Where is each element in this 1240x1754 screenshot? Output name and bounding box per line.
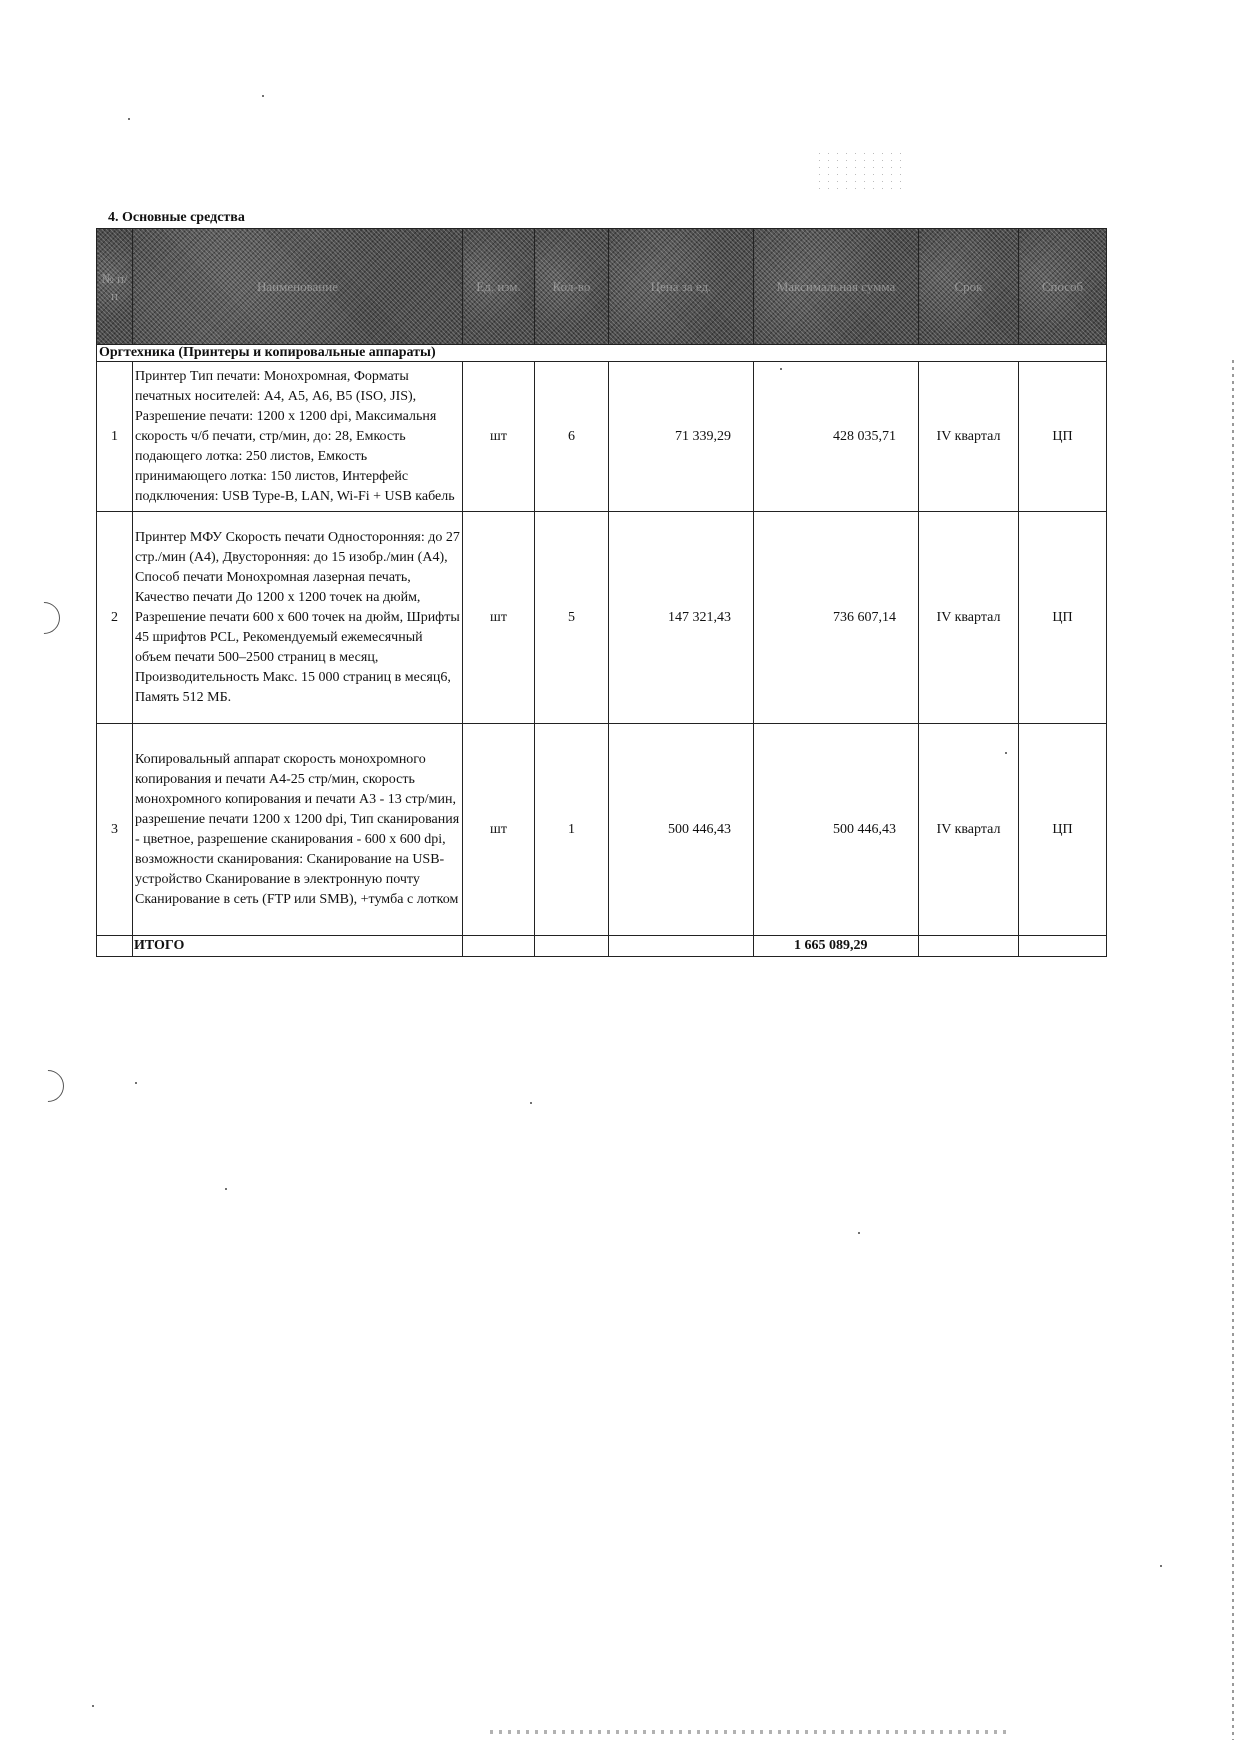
- scan-speck: [225, 1188, 227, 1190]
- item-unit: шт: [463, 362, 535, 512]
- item-description: Копировальный аппарат скорость монохромного копирования и печати А4-25 стр/мин, скорость монохромного копирования и печати А3 - 13 стр/мин, разрешение печати 1200 х 1200 dpi, Тип сканирования - цветное, разрешение сканирования - 600 х 600 dpi, возможности сканирования: Сканирование на USB-устройство Сканирование в электронную почту Сканирование в сеть (FTP или SMB), +тумба с лотком: [133, 724, 463, 936]
- total-empty-cell: [1019, 936, 1107, 957]
- header-price: Цена за ед.: [609, 229, 754, 345]
- item-quantity: 1: [535, 724, 609, 936]
- row-number: 3: [97, 724, 133, 936]
- scan-speck: [1160, 1565, 1162, 1567]
- header-source: Способ: [1019, 229, 1107, 345]
- scan-noise: [815, 150, 905, 190]
- row-number: 2: [97, 512, 133, 724]
- table-row: [97, 724, 1107, 936]
- section-title: 4. Основные средства: [108, 210, 245, 225]
- item-price: 147 321,43: [609, 512, 754, 724]
- header-name: Наименование: [133, 229, 463, 345]
- item-description: Принтер Тип печати: Монохромная, Форматы печатных носителей: А4, А5, А6, В5 (ISO, JIS), Разрешение печати: 1200 х 1200 dpi, Максимальня скорость ч/б печати, стр/мин, до: 28, Емкость подающего лотка: 250 листов, Емкость принимающего лотка: 150 листов, Интерфейс подключения: USB Type-B, LAN, Wi-Fi + USB кабель: [133, 362, 463, 512]
- total-empty-cell: [463, 936, 535, 957]
- scan-speck: [858, 1232, 860, 1234]
- item-source: ЦП: [1019, 512, 1107, 724]
- category-row: [97, 345, 1107, 362]
- item-period: IV квартал: [919, 724, 1019, 936]
- total-empty-cell: [919, 936, 1019, 957]
- total-label: ИТОГО: [133, 936, 463, 957]
- total-row: [97, 936, 1107, 957]
- scan-speck: [530, 1102, 532, 1104]
- scan-speck: [1005, 752, 1007, 754]
- item-price: 71 339,29: [609, 362, 754, 512]
- header-period: Срок: [919, 229, 1019, 345]
- table-row: [97, 512, 1107, 724]
- table-header-row: [97, 229, 1107, 345]
- item-price: 500 446,43: [609, 724, 754, 936]
- item-source: ЦП: [1019, 362, 1107, 512]
- scan-speck: [262, 95, 264, 97]
- scan-speck: [780, 368, 782, 370]
- total-empty-cell: [97, 936, 133, 957]
- table-row: [97, 362, 1107, 512]
- item-sum: 500 446,43: [754, 724, 919, 936]
- item-quantity: 6: [535, 362, 609, 512]
- item-quantity: 5: [535, 512, 609, 724]
- total-empty-cell: [609, 936, 754, 957]
- scan-speck: [92, 1705, 94, 1707]
- punch-hole-mark: [21, 595, 66, 640]
- punch-hole-mark: [25, 1063, 70, 1108]
- item-source: ЦП: [1019, 724, 1107, 936]
- item-unit: шт: [463, 512, 535, 724]
- item-unit: шт: [463, 724, 535, 936]
- scan-noise: [490, 1730, 1010, 1734]
- item-period: IV квартал: [919, 362, 1019, 512]
- item-sum: 736 607,14: [754, 512, 919, 724]
- header-qty: Кол-во: [535, 229, 609, 345]
- total-empty-cell: [535, 936, 609, 957]
- row-number: 1: [97, 362, 133, 512]
- item-sum: 428 035,71: [754, 362, 919, 512]
- fixed-assets-table: [96, 228, 1107, 957]
- header-num: № п/п: [97, 229, 133, 345]
- header-sum: Максимальная сумма: [754, 229, 919, 345]
- category-label: Оргтехника (Принтеры и копировальные аппараты): [97, 345, 1107, 362]
- total-sum: 1 665 089,29: [754, 936, 919, 957]
- header-unit: Ед. изм.: [463, 229, 535, 345]
- item-description: Принтер МФУ Скорость печати Односторонняя: до 27 стр./мин (А4), Двусторонняя: до 15 изобр./мин (А4), Способ печати Монохромная лазерная печать, Качество печати До 1200 х 1200 точек на дюйм, Разрешение печати 600 х 600 точек на дюйм, Шрифты 45 шрифтов PCL, Рекомендуемый ежемесячный объем печати 500–2500 страниц в месяц, Производительность Макс. 15 000 страниц в месяц6, Память 512 МБ.: [133, 512, 463, 724]
- scan-edge-artifact: [1232, 360, 1234, 1740]
- scan-speck: [135, 1082, 137, 1084]
- item-period: IV квартал: [919, 512, 1019, 724]
- scan-speck: [128, 118, 130, 120]
